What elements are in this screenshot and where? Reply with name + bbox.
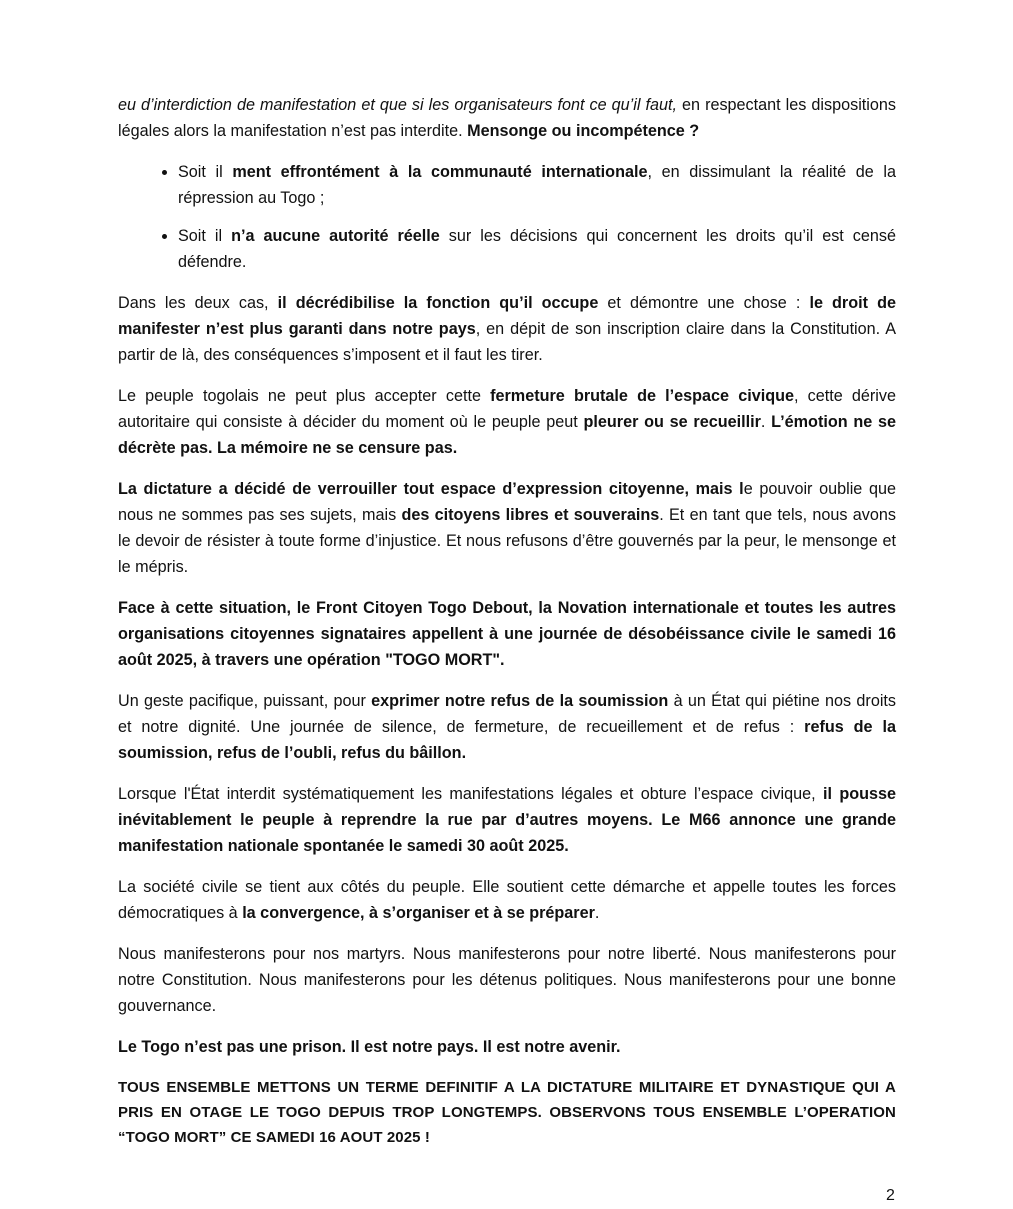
- paragraph-call-to-action: Face à cette situation, le Front Citoyen Togo Debout, la Novation internationale et toutes les autres organisations citoyennes signataires appellent à une journée de désobéissance civile le samedi 16 août 2025, à travers une opération "TOGO MORT".: [118, 599, 896, 669]
- document-page: [118, 92, 896, 1165]
- closing-statement: TOUS ENSEMBLE METTONS UN TERME DEFINITIF A LA DICTATURE MILITAIRE ET DYNASTIQUE QUI A PRIS EN OTAGE LE TOGO DEPUIS TROP LONGTEMPS. OBSERVONS TOUS ENSEMBLE L’OPERATION “TOGO MORT” CE SAMEDI 16 AOUT 2025 !: [118, 1079, 896, 1146]
- bullet-list: [118, 159, 896, 275]
- paragraph: Un geste pacifique, puissant, pour exprimer notre refus de la soumission à un État qui piétine nos droits et notre dignité. Une journée de silence, de fermeture, de recueillement et de refus : refus de la soumission, refus de l’oubli, refus du bâillon.: [118, 692, 897, 762]
- paragraph-intro: eu d’interdiction de manifestation et que si les organisateurs font ce qu’il faut, en respectant les dispositions légales alors la manifestation n’est pas interdite. Mensonge ou incompétence ?: [118, 96, 896, 140]
- list-item: • Soit il n’a aucune autorité réelle sur les décisions qui concernent les droits qu’il est censé défendre.: [178, 223, 896, 275]
- paragraph: La société civile se tient aux côtés du peuple. Elle soutient cette démarche et appelle toutes les forces démocratiques à la convergence, à s’organiser et à se préparer.: [118, 878, 896, 922]
- paragraph-slogan: Le Togo n’est pas une prison. Il est notre pays. Il est notre avenir.: [118, 1038, 621, 1056]
- italic-text: eu d’interdiction de manifestation et que si les organisateurs font ce qu’il faut,: [118, 96, 677, 114]
- paragraph: Nous manifesterons pour nos martyrs. Nous manifesterons pour notre liberté. Nous manifesterons pour notre Constitution. Nous manifesterons pour les détenus politiques. Nous manifesterons pour une bonne gouvernance.: [118, 945, 896, 1015]
- page-number: 2: [886, 1187, 895, 1204]
- paragraph: La dictature a décidé de verrouiller tout espace d’expression citoyenne, mais le pouvoir oublie que nous ne sommes pas ses sujets, mais des citoyens libres et souverains. Et en tant que tels, nous avons le devoir de résister à toute forme d’injustice. Et nous refusons d’être gouvernés par la peur, le mensonge et le mépris.: [118, 480, 896, 576]
- paragraph: Dans les deux cas, il décrédibilise la fonction qu’il occupe et démontre une chose : le droit de manifester n’est plus garanti dans notre pays, en dépit de son inscription claire dans la Constitution. A partir de là, des conséquences s’imposent et il faut les tirer.: [118, 294, 897, 364]
- list-item: • Soit il ment effrontément à la communauté internationale, en dissimulant la réalité de la répression au Togo ;: [178, 159, 896, 211]
- paragraph: Lorsque l'État interdit systématiquement les manifestations légales et obture l’espace civique, il pousse inévitablement le peuple à reprendre la rue par d’autres moyens. Le M66 annonce une grande manifestation nationale spontanée le samedi 30 août 2025.: [118, 785, 896, 855]
- paragraph: Le peuple togolais ne peut plus accepter cette fermeture brutale de l’espace civique, cette dérive autoritaire qui consiste à décider du moment où le peuple peut pleurer ou se recueillir. L’émotion ne se décrète pas. La mémoire ne se censure pas.: [118, 387, 897, 457]
